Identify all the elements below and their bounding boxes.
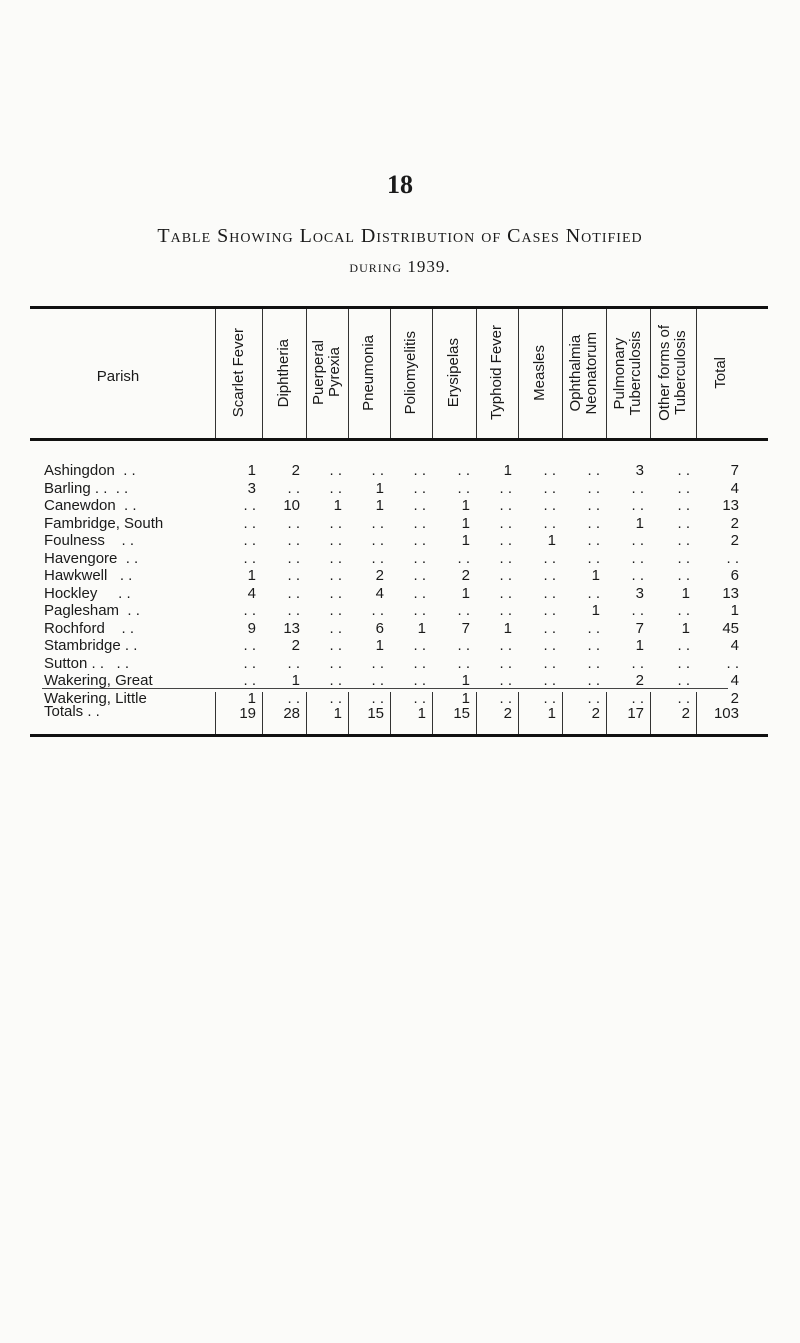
table-cell: 2 [635,672,644,689]
table-cell: . . [677,479,690,497]
table-cell: 1 [681,584,690,602]
column-header-poliomyelitis [390,312,432,434]
table-cell: 3 [635,462,644,479]
header-rule [30,438,768,441]
table-cell: 1 [333,497,342,514]
table-cell: . . [677,532,690,549]
totals-cell: 2 [503,705,512,722]
column-header-label: Typhoid Fever [488,325,505,421]
table-cell: . . [329,549,342,567]
table-cell: 1 [461,672,470,689]
table-cell: . . [587,584,600,602]
table-cell: . . [543,654,556,672]
table-cell: . . [329,532,342,549]
column-header-label: Scarlet Fever [229,328,247,418]
table-cell: 1 [375,497,384,514]
totals-cell: 1 [333,705,342,722]
table-cell: . . [457,602,470,619]
table-cell: 4 [247,584,256,602]
table-cell: . . [543,602,556,619]
table-cell: . . [631,549,644,567]
table-cell: 4 [375,584,384,602]
table-cell: 4 [730,637,739,654]
table-cell: . . [587,619,600,637]
bottom-rule [30,734,768,737]
column-header-total [696,312,745,434]
totals-cell: 19 [239,705,256,722]
table-cell: . . [543,497,556,514]
table-cell: . . [413,567,426,584]
table-cell: . . [587,672,600,689]
table-cell: . . [287,549,300,567]
table-cell: . . [287,532,300,549]
table-cell: . . [287,479,300,497]
totals-cell: 1 [547,705,556,722]
table-cell: . . [413,654,426,672]
table-cell: . . [457,549,470,567]
table-cell: 1 [503,619,512,637]
table-cell: . . [413,672,426,689]
table-cell: . . [587,479,600,497]
parish-column-header: Parish [96,368,140,385]
parish-name: Hockley . . [44,584,131,602]
parish-name: Ashingdon . . [44,462,136,479]
table-cell: . . [243,549,256,567]
totals-cell: 1 [417,705,426,722]
table-cell: . . [677,637,690,654]
table-cell: . . [726,654,739,672]
table-cell: 1 [461,689,470,707]
table-cell: . . [631,497,644,514]
table-cell: . . [543,689,556,707]
totals-cell: 2 [681,705,690,722]
table-cell: . . [631,532,644,549]
table-cell: 2 [730,689,739,707]
table-cell: 9 [247,619,256,637]
totals-cell: 103 [713,705,739,722]
column-header-pneumonia [348,312,390,434]
table-cell: . . [543,584,556,602]
table-cell: 1 [247,462,256,479]
table-cell: 1 [461,497,470,514]
table-cell: . . [413,497,426,514]
page-number: 18 [387,170,413,199]
table-cell: . . [329,462,342,479]
table-cell: 1 [730,602,739,619]
table-cell: . . [543,619,556,637]
table-cell: 2 [730,514,739,532]
table-cell: . . [413,462,426,479]
table-cell: 3 [635,584,644,602]
table-cell: . . [677,514,690,532]
table-cell: . . [329,672,342,689]
table-cell: . . [631,602,644,619]
table-cell: . . [499,584,512,602]
table-cell: . . [457,637,470,654]
table-cell: . . [243,654,256,672]
table-cell: . . [499,637,512,654]
table-cell: . . [329,654,342,672]
column-header-other-forms-of-tuberculosis [650,312,696,434]
table-cell: 2 [291,462,300,479]
table-cell: . . [677,567,690,584]
table-cell: . . [371,672,384,689]
table-cell: 1 [291,672,300,689]
table-cell: . . [499,549,512,567]
table-cell: 3 [247,479,256,497]
table-cell: 2 [375,567,384,584]
column-header-measles [518,312,562,434]
parish-name: Wakering, Great [44,672,153,689]
table-cell: . . [587,689,600,707]
table-cell: 1 [591,602,600,619]
table-cell: 1 [375,637,384,654]
table-cell: . . [413,514,426,532]
table-cell: . . [287,689,300,707]
table-cell: 1 [375,479,384,497]
parish-name: Hawkwell . . [44,567,133,584]
table-cell: 1 [247,689,256,707]
table-cell: . . [677,602,690,619]
table-cell: . . [413,479,426,497]
table-cell: . . [371,532,384,549]
top-rule [30,306,768,309]
table-cell: . . [677,462,690,479]
table-cell: . . [587,637,600,654]
table-cell: . . [499,689,512,707]
column-header-puerperal-pyrexia [306,312,348,434]
column-header-label: Measles [531,345,548,401]
table-cell: 1 [417,619,426,637]
table-cell: . . [499,567,512,584]
table-cell: . . [371,549,384,567]
column-header-label: Pneumonia [360,335,377,411]
totals-label: Totals . . [44,703,100,720]
table-cell: . . [587,549,600,567]
parish-name: Wakering, Little [44,689,147,707]
table-cell: . . [543,637,556,654]
parish-name: Fambridge, South [44,514,164,532]
totals-cell: 15 [453,705,470,722]
table-cell: . . [329,602,342,619]
table-cell: . . [543,672,556,689]
parish-name: Foulness . . [44,532,135,549]
table-cell: 1 [503,462,512,479]
column-header-label: Diphtheria [275,338,292,408]
column-header-label: Ophthalmia Neonatorum [567,331,600,415]
table-cell: . . [499,654,512,672]
table-cell: . . [587,462,600,479]
table-cell: . . [287,567,300,584]
table-cell: . . [631,479,644,497]
table-cell: 13 [283,619,300,637]
table-cell: 2 [291,637,300,654]
parish-name: Paglesham . . [44,602,140,619]
table-cell: 13 [722,584,739,602]
table-cell: 2 [461,567,470,584]
table-cell: . . [329,689,342,707]
table-cell: 2 [730,532,739,549]
parish-name: Stambridge . . [44,637,138,654]
table-cell: . . [677,689,690,707]
table-cell: 6 [375,619,384,637]
parish-name: Havengore . . [44,549,139,567]
table-cell: . . [677,654,690,672]
table-cell: . . [287,584,300,602]
table-cell: 1 [461,514,470,532]
table-cell: . . [499,532,512,549]
table-cell: . . [631,689,644,707]
table-cell: . . [371,462,384,479]
table-cell: 4 [730,672,739,689]
table-cell: . . [631,654,644,672]
table-cell: . . [243,672,256,689]
table-cell: . . [543,514,556,532]
table-cell: . . [243,637,256,654]
table-cell: 6 [730,567,739,584]
table-cell: . . [329,567,342,584]
table-cell: . . [287,514,300,532]
table-title: Table Showing Local Distribution of Cases Notified [157,225,643,247]
table-cell: . . [329,479,342,497]
column-header-label: Other forms of Tuberculosis [656,325,689,421]
column-header-typhoid-fever [476,312,518,434]
table-cell: . . [543,567,556,584]
table-cell: . . [371,514,384,532]
totals-cell: 2 [591,705,600,722]
table-cell: . . [677,497,690,514]
column-header-label: Puerperal Pyrexia [310,340,343,406]
totals-row [0,703,800,725]
table-cell: . . [413,637,426,654]
column-header-erysipelas [432,312,476,434]
parish-name: Rochford . . [44,619,135,637]
table-cell: . . [287,602,300,619]
table-cell: . . [543,479,556,497]
table-cell: . . [243,514,256,532]
table-cell: 1 [547,532,556,549]
table-cell: . . [457,479,470,497]
column-header-label: Pulmonary Tuberculosis [611,330,644,416]
table-cell: . . [243,497,256,514]
table-cell: 1 [461,532,470,549]
table-subtitle: during 1939. [349,257,451,276]
table-cell: 13 [722,497,739,514]
column-header-label: Erysipelas [445,338,462,408]
table-cell: . . [329,514,342,532]
table-cell: . . [287,654,300,672]
parish-name: Canewdon . . [44,497,137,514]
table-cell: . . [499,497,512,514]
column-header-label: Poliomyelitis [402,331,419,415]
table-cell: . . [587,654,600,672]
table-cell: . . [587,514,600,532]
table-cell: . . [413,549,426,567]
table-cell: . . [243,532,256,549]
table-cell: 7 [461,619,470,637]
table-cell: . . [587,532,600,549]
table-cell: . . [457,654,470,672]
table-cell: 7 [635,619,644,637]
table-cell: . . [371,602,384,619]
table-cell: . . [726,549,739,567]
table-cell: . . [499,479,512,497]
table-cell: . . [499,602,512,619]
table-cell: . . [329,619,342,637]
table-cell: 7 [730,462,739,479]
table-cell: . . [329,584,342,602]
table-cell: . . [543,462,556,479]
parish-name: Barling . . . . [44,479,129,497]
table-cell: 1 [591,567,600,584]
table-cell: 1 [635,637,644,654]
table-cell: . . [413,689,426,707]
column-header-diphtheria [262,312,306,434]
table-cell: . . [677,549,690,567]
table-cell: . . [543,549,556,567]
column-header-pulmonary-tuberculosis [606,312,650,434]
totals-cell: 28 [283,705,300,722]
table-cell: . . [371,689,384,707]
table-cell: 10 [283,497,300,514]
table-cell: . . [499,514,512,532]
table-cell: . . [413,602,426,619]
table-cell: . . [499,672,512,689]
table-cell: 1 [247,567,256,584]
column-header-scarlet-fever [215,312,262,434]
table-cell: 4 [730,479,739,497]
column-header-ophthalmia-neonatorum [562,312,606,434]
column-header-label: Total [711,357,729,389]
table-cell: . . [677,672,690,689]
table-cell: 1 [681,619,690,637]
table-cell: . . [243,602,256,619]
table-cell: . . [587,497,600,514]
table-cell: 1 [635,514,644,532]
table-cell: . . [413,532,426,549]
table-cell: . . [371,654,384,672]
totals-cell: 15 [367,705,384,722]
totals-cell: 17 [627,705,644,722]
parish-name: Sutton . . . . [44,654,130,672]
table-cell: . . [413,584,426,602]
table-cell: 45 [722,619,739,637]
table-cell: . . [631,567,644,584]
table-cell: . . [329,637,342,654]
table-cell: 1 [461,584,470,602]
table-cell: . . [457,462,470,479]
